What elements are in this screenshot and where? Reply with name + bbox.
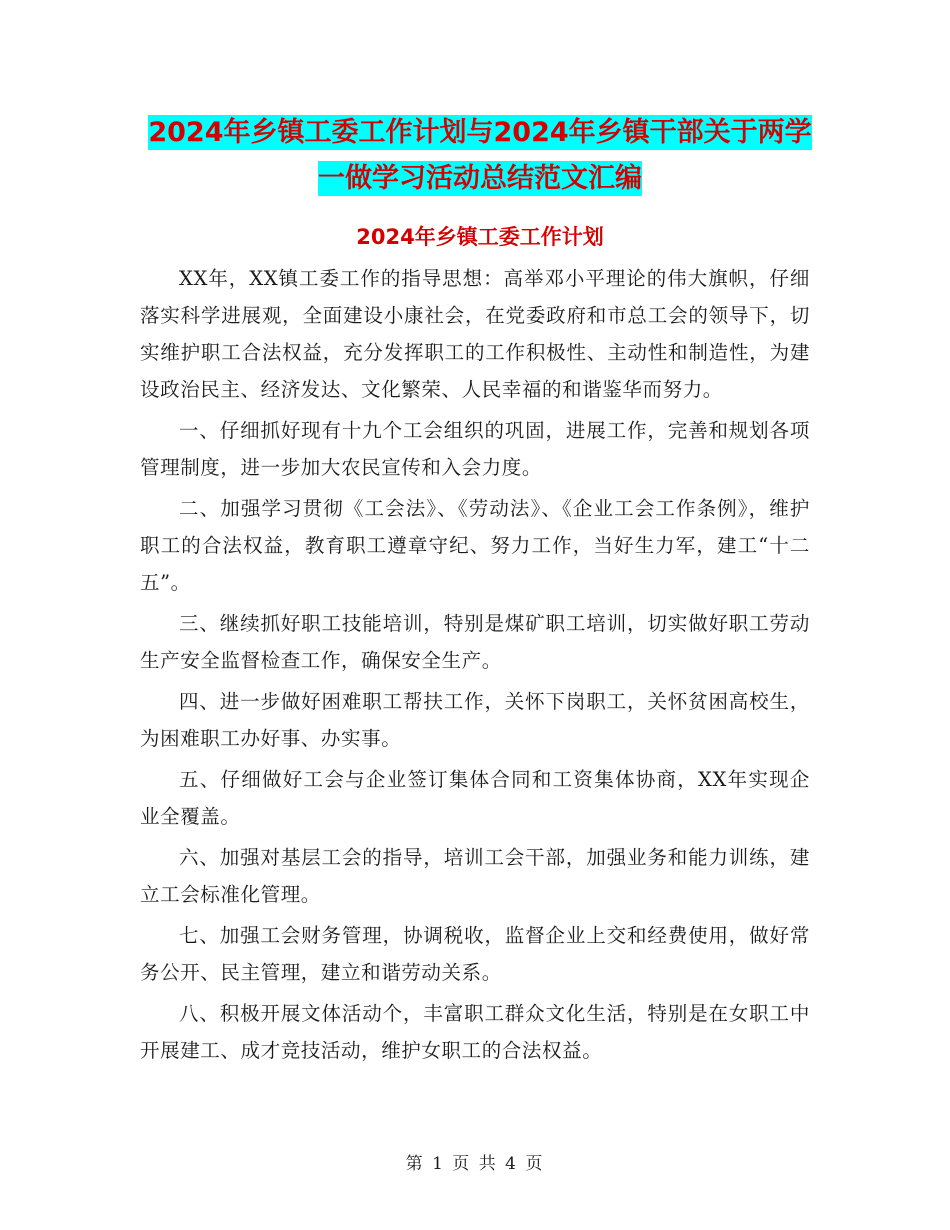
page-footer: 第 1 页 共 4 页 bbox=[405, 1154, 545, 1174]
paragraph-item-6: 六、加强对基层工会的指导，培训工会干部，加强业务和能力训练，建立工会标准化管理。 bbox=[140, 846, 810, 906]
paragraph-item-7: 七、加强工会财务管理，协调税收，监督企业上交和经费使用，做好常务公开、民主管理，建立和谐劳动关系。 bbox=[140, 924, 810, 984]
paragraph-item-2: 二、加强学习贯彻《工会法》、《劳动法》、《企业工会工作条例》，维护职工的合法权益，教育职工遵章守纪、努力工作，当好生力军，建工“十二五”。 bbox=[140, 497, 810, 594]
paragraph-item-3: 三、继续抓好职工技能培训，特别是煤矿职工培训，切实做好职工劳动生产安全监督检查工作，确保安全生产。 bbox=[140, 612, 810, 672]
document-title-line-1: 2024年乡镇工委工作计划与2024年乡镇干部关于两学 bbox=[148, 117, 812, 148]
document-body bbox=[140, 260, 810, 1073]
paragraph-item-1: 一、仔细抓好现有十九个工会组织的巩固，进展工作，完善和规划各项管理制度，进一步加大农民宣传和入会力度。 bbox=[140, 419, 810, 479]
section-title: 2024年乡镇工委工作计划 bbox=[356, 225, 604, 249]
document-title-line-2: 一做学习活动总结范文汇编 bbox=[318, 163, 642, 194]
paragraph-item-5: 五、仔细做好工会与企业签订集体合同和工资集体协商，XX年实现企业全覆盖。 bbox=[140, 768, 810, 828]
document-title bbox=[140, 110, 820, 202]
paragraph-item-8: 八、积极开展文体活动个，丰富职工群众文化生活，特别是在女职工中开展建工、成才竞技活动，维护女职工的合法权益。 bbox=[140, 1002, 810, 1062]
paragraph-item-4: 四、进一步做好困难职工帮扶工作，关怀下岗职工，关怀贫困高校生，为困难职工办好事、办实事。 bbox=[140, 690, 810, 750]
paragraph-intro: XX年，XX镇工委工作的指导思想：高举邓小平理论的伟大旗帜，仔细落实科学进展观，全面建设小康社会，在党委政府和市总工会的领导下，切实维护职工合法权益，充分发挥职工的工作积极性、主动性和制造性，为建设政治民主、经济发达、文化繁荣、人民幸福的和谐鉴华而努力。 bbox=[140, 267, 810, 401]
